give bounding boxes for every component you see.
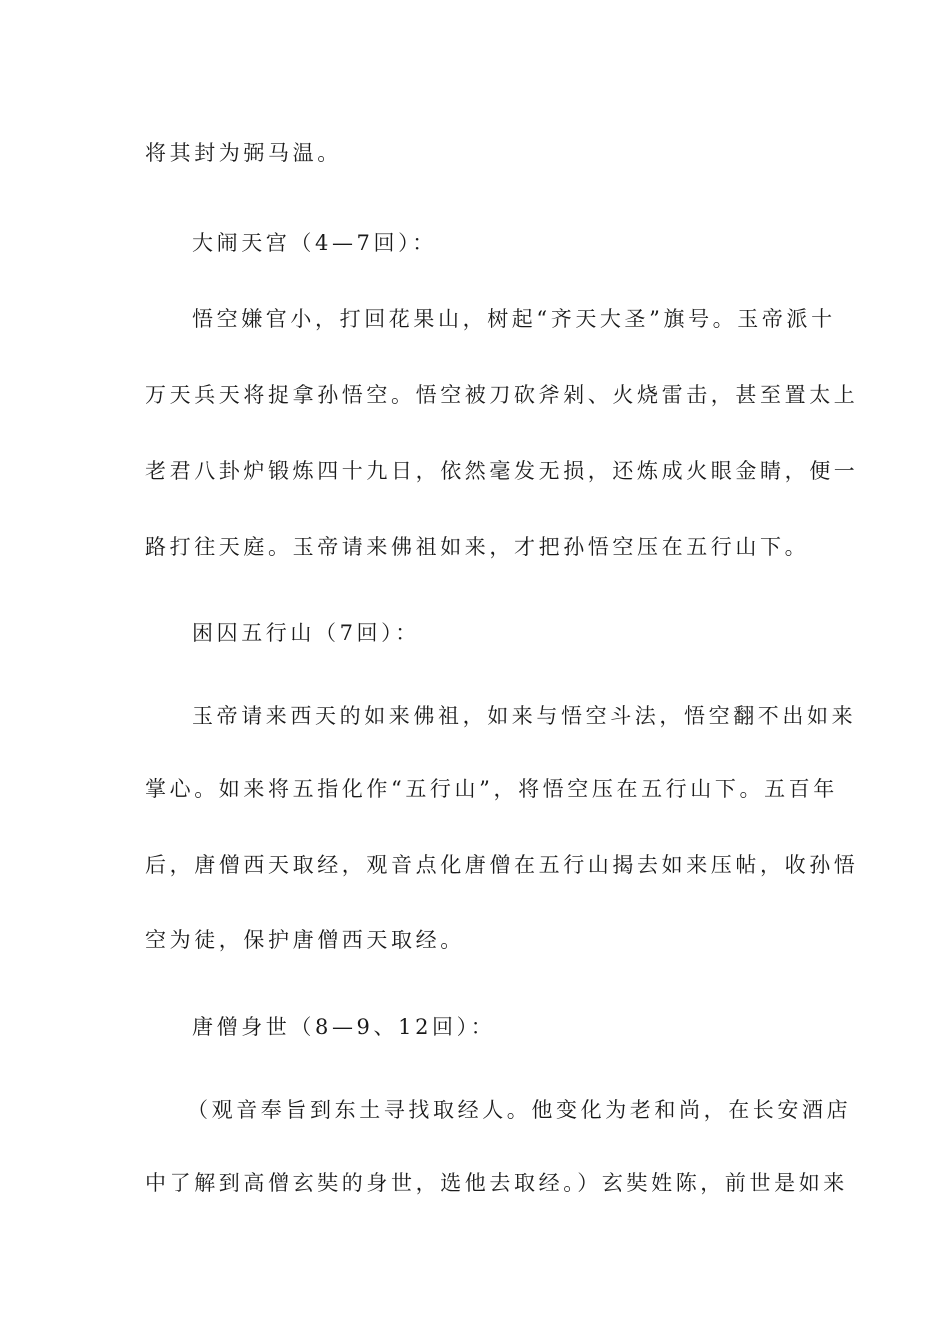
- paragraph-line: 万天兵天将捉拿孙悟空。悟空被刀砍斧剁、火烧雷击，甚至置太上: [145, 383, 859, 407]
- paragraph-line: 悟空嫌官小，打回花果山，树起“齐天大圣”旗号。玉帝派十: [192, 307, 836, 331]
- paragraph-line: 空为徒，保护唐僧西天取经。: [145, 928, 465, 952]
- section-heading: 困囚五行山（7回）：: [192, 621, 420, 645]
- paragraph-line: 玉帝请来西天的如来佛祖，如来与悟空斗法，悟空翻不出如来: [192, 704, 857, 728]
- paragraph-line: 中了解到高僧玄奘的身世，选他去取经。）玄奘姓陈，前世是如来: [145, 1171, 848, 1195]
- paragraph-line: 后，唐僧西天取经，观音点化唐僧在五行山揭去如来压帖，收孙悟: [145, 853, 859, 877]
- section-heading: 大闹天宫（4—7回）：: [192, 231, 437, 255]
- paragraph-line: （观音奉旨到东土寻找取经人。他变化为老和尚，在长安酒店: [187, 1098, 852, 1122]
- paragraph-line: 将其封为弼马温。: [145, 141, 342, 165]
- paragraph-line: 路打往天庭。玉帝请来佛祖如来，才把孙悟空压在五行山下。: [145, 535, 810, 559]
- section-heading: 唐僧身世（8—9、12回）：: [192, 1015, 496, 1039]
- paragraph-line: 掌心。如来将五指化作“五行山”，将悟空压在五行山下。五百年: [145, 777, 838, 801]
- paragraph-line: 老君八卦炉锻炼四十九日，依然毫发无损，还炼成火眼金睛，便一: [145, 459, 859, 483]
